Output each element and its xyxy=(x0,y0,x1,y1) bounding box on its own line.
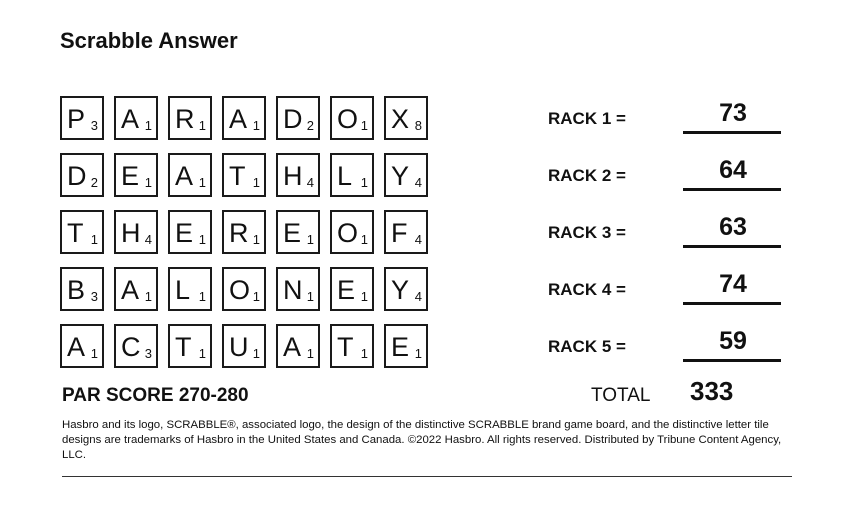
score-underline xyxy=(683,131,781,134)
tile-value: 4 xyxy=(144,232,152,247)
tile-value: 1 xyxy=(90,346,98,361)
letter-tile xyxy=(222,324,266,368)
letter-tile xyxy=(276,267,320,311)
rack-score: 74 xyxy=(719,270,747,298)
tile-value: 4 xyxy=(414,289,422,304)
letter-tile xyxy=(330,96,374,140)
letter-tile xyxy=(384,324,428,368)
rack-score: 64 xyxy=(719,156,747,184)
letter-tile xyxy=(60,96,104,140)
tile-letter: T xyxy=(337,332,354,362)
tile-letter: A xyxy=(67,332,86,362)
rack-label: RACK 1 = xyxy=(548,109,626,128)
tile-value: 1 xyxy=(198,232,206,247)
tile-letter: A xyxy=(283,332,302,362)
tile-value: 1 xyxy=(252,232,260,247)
tile-letter: A xyxy=(229,104,248,134)
letter-tile xyxy=(114,267,158,311)
total-value: 333 xyxy=(690,376,734,406)
score-underline xyxy=(683,302,781,305)
tile-letter: H xyxy=(283,161,303,191)
tile-letter: U xyxy=(229,332,249,362)
rack-label: RACK 3 = xyxy=(548,223,626,242)
tile-value: 1 xyxy=(306,232,314,247)
tile-letter: L xyxy=(337,161,353,191)
page-title: Scrabble Answer xyxy=(60,28,238,53)
board-row-2 xyxy=(60,153,438,197)
tile-value: 1 xyxy=(198,175,206,190)
tile-value: 3 xyxy=(144,346,152,361)
letter-tile xyxy=(114,153,158,197)
tile-value: 4 xyxy=(306,175,314,190)
tile-value: 1 xyxy=(360,232,368,247)
rack-label: RACK 2 = xyxy=(548,166,626,185)
total-label: TOTAL xyxy=(591,385,651,406)
letter-tile xyxy=(60,324,104,368)
tile-value: 1 xyxy=(144,118,152,133)
tile-value: 1 xyxy=(306,289,314,304)
rack-row-2 xyxy=(548,153,788,197)
score-underline xyxy=(683,359,781,362)
tile-letter: B xyxy=(67,275,86,305)
tile-value: 2 xyxy=(90,175,98,190)
footer-divider xyxy=(62,476,792,477)
tile-letter: A xyxy=(121,275,140,305)
letter-tile xyxy=(384,153,428,197)
rack-row-5 xyxy=(548,324,788,368)
tile-letter: N xyxy=(283,275,303,305)
tile-letter: E xyxy=(283,218,302,248)
letter-tile xyxy=(114,96,158,140)
letter-tile xyxy=(168,210,212,254)
tile-letter: O xyxy=(229,275,251,305)
tile-letter: X xyxy=(391,104,410,134)
board-row-5 xyxy=(60,324,438,368)
letter-tile xyxy=(276,324,320,368)
letter-tile xyxy=(276,96,320,140)
board-row-4 xyxy=(60,267,438,311)
rack-score: 59 xyxy=(719,327,747,355)
tile-value: 1 xyxy=(252,175,260,190)
letter-tile xyxy=(222,267,266,311)
tile-value: 1 xyxy=(198,346,206,361)
par-score: PAR SCORE 270-280 xyxy=(62,385,249,406)
rack-label: RACK 5 = xyxy=(548,337,626,356)
letter-tile xyxy=(276,210,320,254)
tile-value: 3 xyxy=(90,289,98,304)
tile-letter: C xyxy=(121,332,141,362)
letter-tile xyxy=(60,153,104,197)
tile-value: 2 xyxy=(306,118,314,133)
letter-tile xyxy=(60,210,104,254)
letter-tile xyxy=(168,324,212,368)
letter-tile xyxy=(330,324,374,368)
letter-tile xyxy=(222,210,266,254)
tile-letter: R xyxy=(229,218,249,248)
letter-tile xyxy=(222,153,266,197)
tile-letter: A xyxy=(121,104,140,134)
tile-value: 1 xyxy=(90,232,98,247)
tile-letter: D xyxy=(283,104,303,134)
tile-letter: E xyxy=(121,161,140,191)
tile-letter: E xyxy=(391,332,410,362)
tile-letter: F xyxy=(391,218,408,248)
letter-tile xyxy=(330,153,374,197)
tile-value: 1 xyxy=(414,346,422,361)
rack-scores xyxy=(548,96,788,381)
tile-value: 1 xyxy=(198,118,206,133)
tile-value: 4 xyxy=(414,175,422,190)
letter-tile xyxy=(276,153,320,197)
tile-value: 1 xyxy=(360,346,368,361)
letter-tile xyxy=(384,210,428,254)
tile-value: 1 xyxy=(360,289,368,304)
tile-value: 8 xyxy=(414,118,422,133)
letter-tile xyxy=(222,96,266,140)
score-underline xyxy=(683,245,781,248)
tile-value: 1 xyxy=(360,118,368,133)
tile-value: 1 xyxy=(360,175,368,190)
tile-letter: A xyxy=(175,161,194,191)
tile-board xyxy=(60,96,438,381)
rack-row-4 xyxy=(548,267,788,311)
score-underline xyxy=(683,188,781,191)
tile-letter: T xyxy=(229,161,246,191)
tile-value: 1 xyxy=(198,289,206,304)
tile-letter: O xyxy=(337,218,359,248)
tile-letter: T xyxy=(67,218,84,248)
copyright-notice: Hasbro and its logo, SCRABBLE®, associated logo, the design of the distinctive SCRABBLE brand game board, and the distinctive letter tile designs are trademarks of Hasbro in the United States and Canada. ©2022 Hasbro. All rights reserved. Distributed by Tribune Content Agency, LLC. xyxy=(62,419,782,461)
tile-value: 1 xyxy=(306,346,314,361)
letter-tile xyxy=(330,267,374,311)
letter-tile xyxy=(168,267,212,311)
rack-row-1 xyxy=(548,96,788,140)
tile-value: 1 xyxy=(252,118,260,133)
letter-tile xyxy=(330,210,374,254)
letter-tile xyxy=(168,153,212,197)
tile-letter: H xyxy=(121,218,141,248)
letter-tile xyxy=(384,267,428,311)
letter-tile xyxy=(168,96,212,140)
tile-letter: P xyxy=(67,104,86,134)
tile-letter: E xyxy=(175,218,194,248)
tile-value: 4 xyxy=(414,232,422,247)
tile-value: 1 xyxy=(252,346,260,361)
rack-row-3 xyxy=(548,210,788,254)
board-row-1 xyxy=(60,96,438,140)
tile-letter: R xyxy=(175,104,195,134)
rack-label: RACK 4 = xyxy=(548,280,626,299)
tile-letter: Y xyxy=(391,275,410,305)
tile-letter: Y xyxy=(391,161,410,191)
board-row-3 xyxy=(60,210,438,254)
tile-letter: O xyxy=(337,104,359,134)
letter-tile xyxy=(384,96,428,140)
tile-letter: T xyxy=(175,332,192,362)
tile-letter: L xyxy=(175,275,191,305)
letter-tile xyxy=(114,210,158,254)
letter-tile xyxy=(114,324,158,368)
tile-letter: E xyxy=(337,275,356,305)
tile-value: 1 xyxy=(252,289,260,304)
letter-tile xyxy=(60,267,104,311)
rack-score: 63 xyxy=(719,213,747,241)
tile-value: 3 xyxy=(90,118,98,133)
tile-value: 1 xyxy=(144,175,152,190)
rack-score: 73 xyxy=(719,99,747,127)
tile-letter: D xyxy=(67,161,87,191)
tile-value: 1 xyxy=(144,289,152,304)
